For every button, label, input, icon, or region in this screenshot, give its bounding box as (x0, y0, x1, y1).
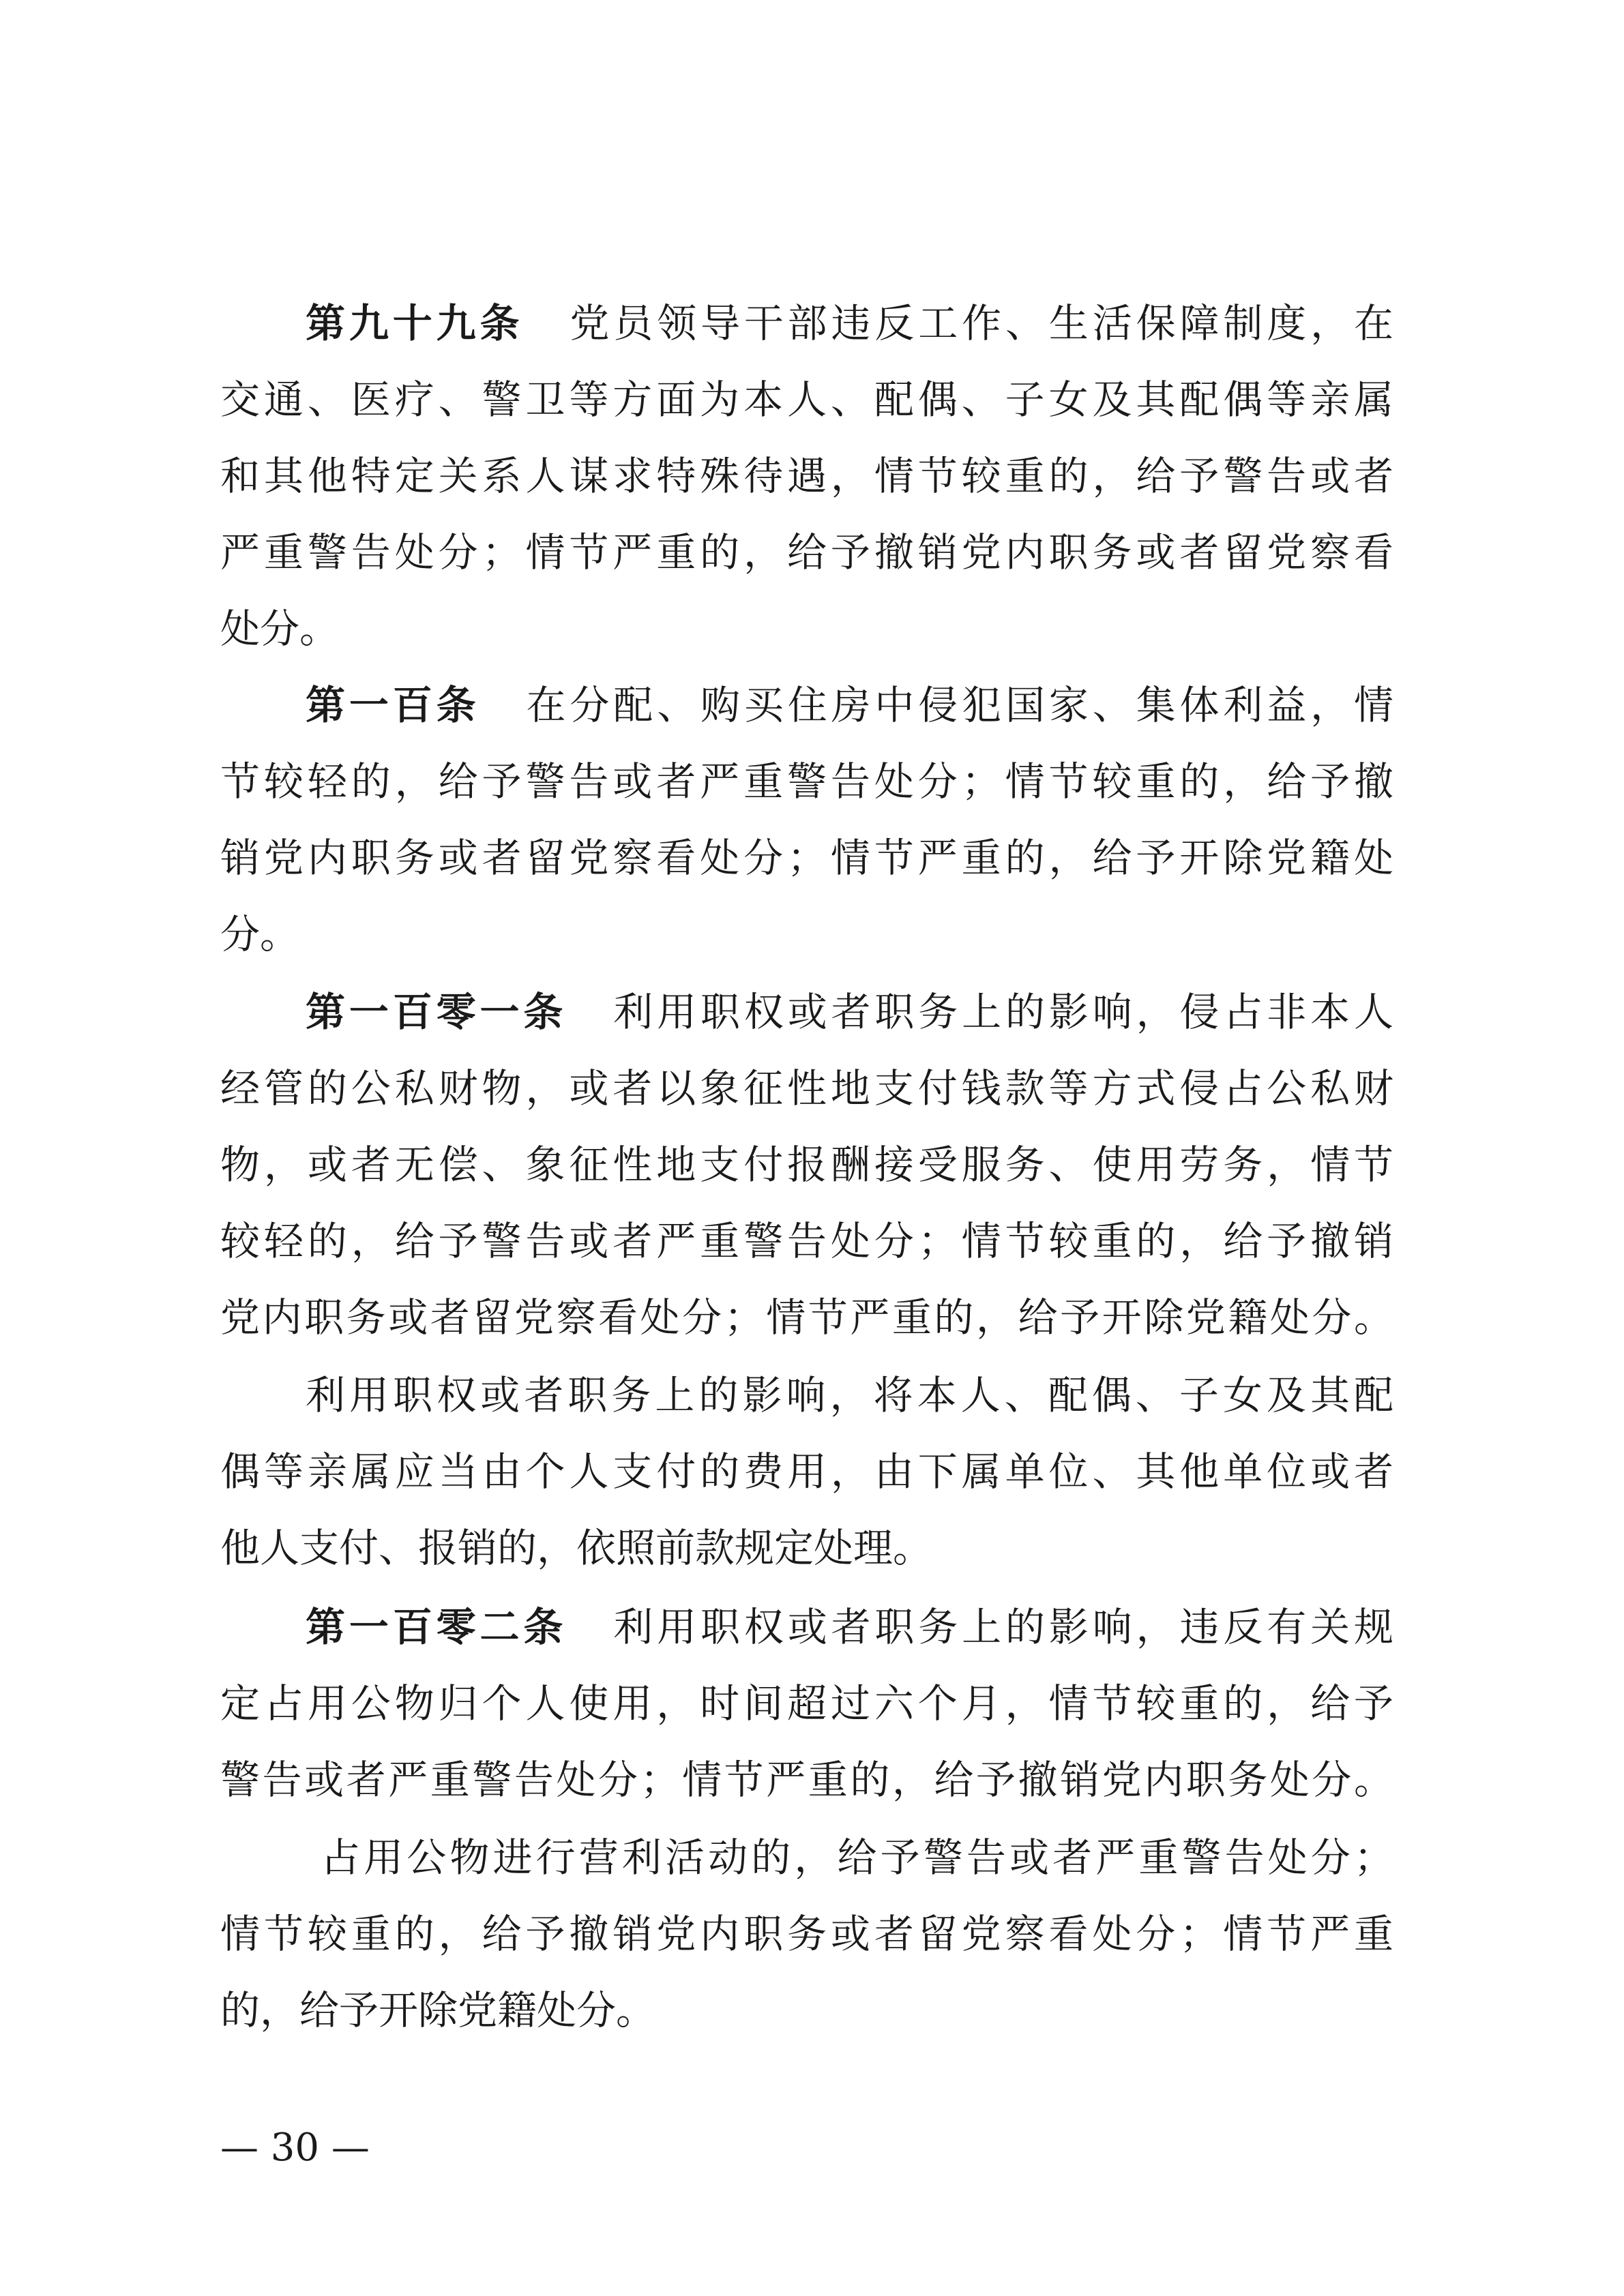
article-102-line-2: 定占用公物归个人使用，时间超过六个月，情节较重的，给予 (220, 1680, 1393, 1727)
article-100-heading: 第一百条 (306, 682, 480, 728)
article-102-text-1: 利用职权或者职务上的影响，违反有关规 (613, 1604, 1393, 1650)
article-99-line-4: 严重警告处分；情节严重的，给予撤销党内职务或者留党察看 (220, 529, 1393, 576)
article-99-line-3: 和其他特定关系人谋求特殊待遇，情节较重的，给予警告或者 (220, 453, 1393, 499)
article-102-line-1 (306, 1589, 1393, 1665)
article-101-line-4: 较轻的，给予警告或者严重警告处分；情节较重的，给予撤销 (220, 1218, 1393, 1264)
article-99-line-5: 处分。 (220, 606, 340, 652)
article-100-line-2: 节较轻的，给予警告或者严重警告处分；情节较重的，给予撤 (220, 758, 1393, 805)
article-101-line-2: 经管的公私财物，或者以象征性地支付钱款等方式侵占公私财 (220, 1065, 1393, 1112)
article-100-line-3: 销党内职务或者留党察看处分；情节严重的，给予开除党籍处 (220, 835, 1393, 881)
article-102-para2-line-3: 的，给予开除党籍处分。 (220, 1987, 656, 2033)
article-101-text-1: 利用职权或者职务上的影响，侵占非本人 (613, 989, 1393, 1035)
article-99-line-2: 交通、医疗、警卫等方面为本人、配偶、子女及其配偶等亲属 (220, 376, 1393, 423)
article-102-para2-line-2: 情节较重的，给予撤销党内职务或者留党察看处分；情节严重 (220, 1911, 1393, 1957)
article-101-para2-line-2: 偶等亲属应当由个人支付的费用，由下属单位、其他单位或者 (220, 1448, 1393, 1495)
page-number: — 30 — (220, 2126, 370, 2170)
article-100-line-4: 分。 (220, 911, 300, 957)
article-101-para2-line-1: 利用职权或者职务上的影响，将本人、配偶、子女及其配 (306, 1372, 1393, 1418)
article-102-para2-line-1: 占用公物进行营利活动的，给予警告或者严重警告处分； (321, 1834, 1393, 1881)
article-101-heading: 第一百零一条 (306, 989, 567, 1035)
article-101-line-3: 物，或者无偿、象征性地支付报酬接受服务、使用劳务，情节 (220, 1142, 1393, 1188)
article-101-line-1 (306, 974, 1393, 1050)
article-99-heading: 第九十九条 (306, 300, 524, 346)
article-100-line-1 (306, 667, 1393, 743)
article-101-para2-line-3: 他人支付、报销的，依照前款规定处理。 (220, 1525, 933, 1571)
article-99-text-1: 党员领导干部违反工作、生活保障制度，在 (570, 300, 1393, 346)
article-102-heading: 第一百零二条 (306, 1604, 567, 1650)
article-99-line-1 (306, 285, 1393, 361)
article-100-text-1: 在分配、购买住房中侵犯国家、集体利益，情 (526, 682, 1393, 728)
article-101-line-5: 党内职务或者留党察看处分；情节严重的，给予开除党籍处分。 (220, 1294, 1393, 1341)
article-102-line-3: 警告或者严重警告处分；情节严重的，给予撤销党内职务处分。 (220, 1757, 1393, 1803)
